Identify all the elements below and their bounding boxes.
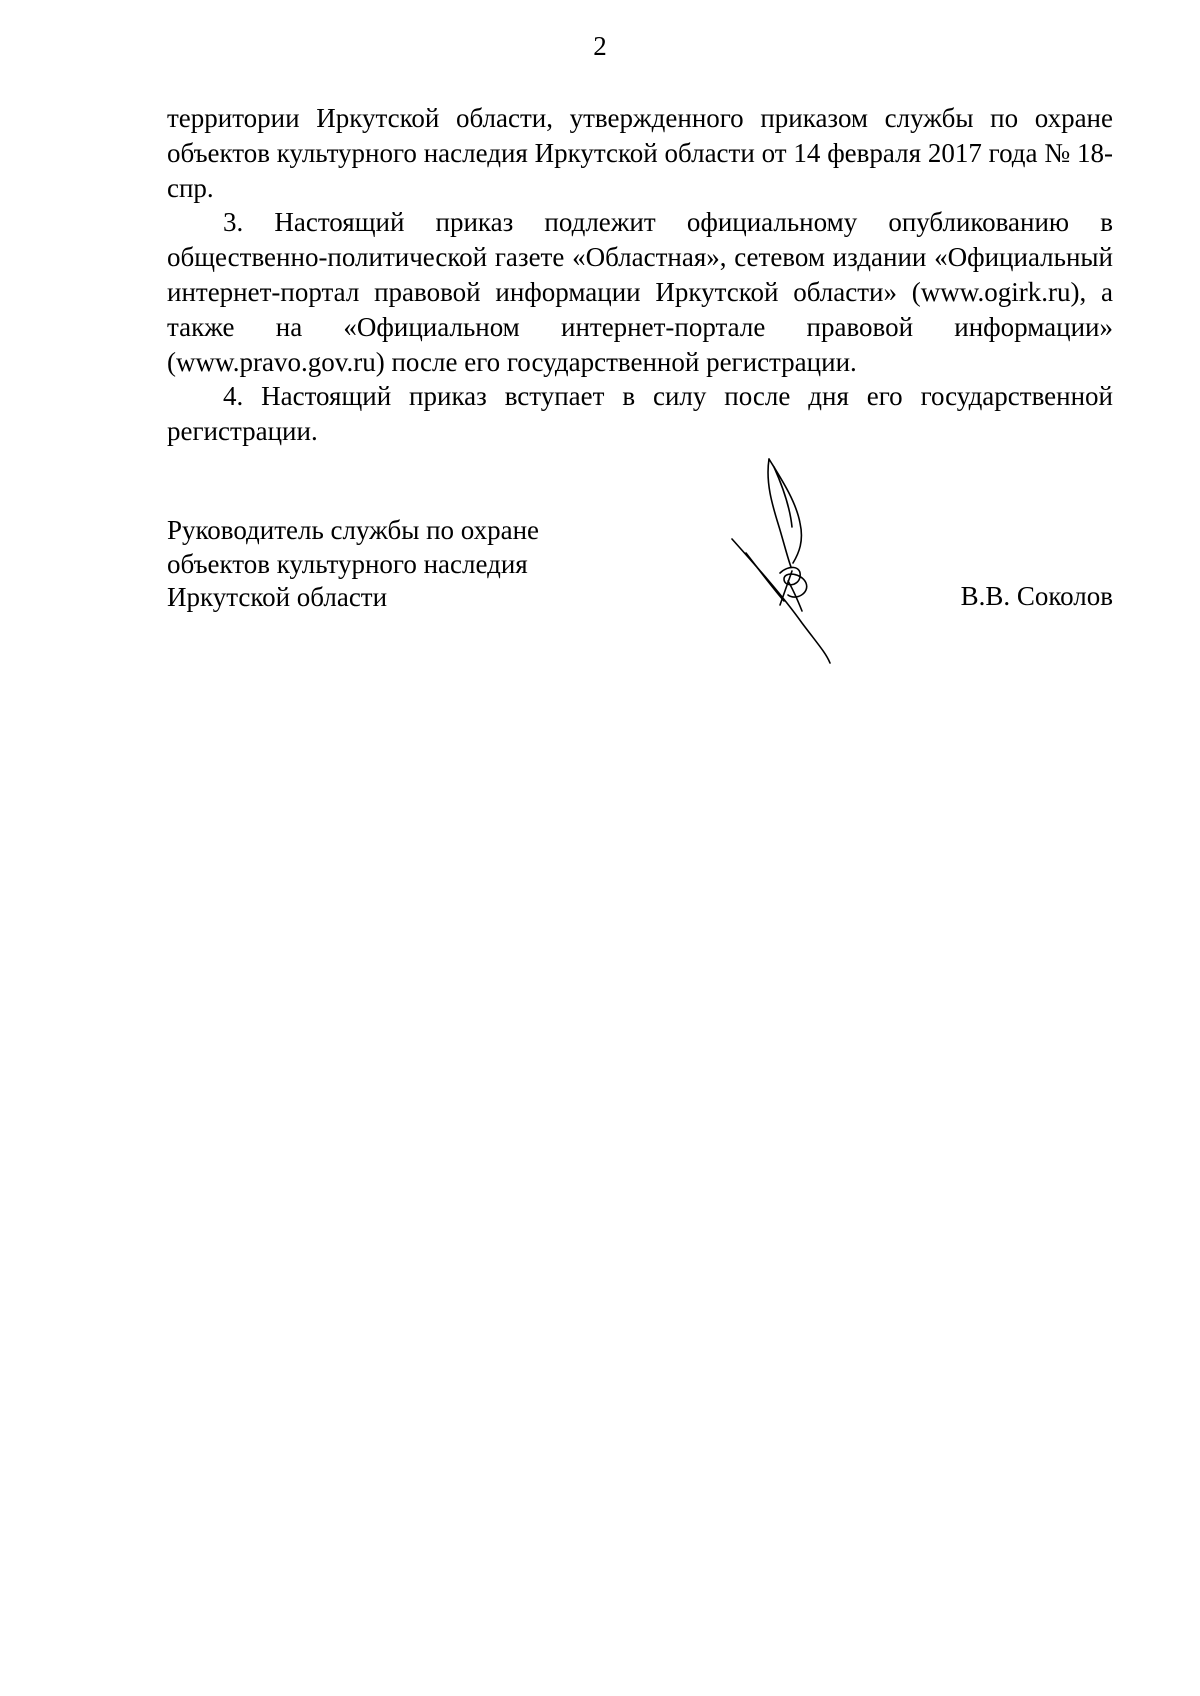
signatory-position [167, 514, 727, 615]
paragraph-item-3: 3. Настоящий приказ подлежит официальному опубликованию в общественно-политической газете «Областная», сетевом издании «Официальный интернет-портал правовой информации Иркутской области» (www.ogirk.ru), а также на «Официальном интернет-портале правовой информации» (www.pravo.gov.ru) после его государственной регистрации. [167, 207, 1113, 377]
signature-strokes [732, 459, 830, 663]
signatory-name: В.В. Соколов [960, 581, 1113, 611]
handwritten-signature [722, 455, 872, 665]
signatory-position-line: объектов культурного наследия [167, 548, 528, 579]
paragraph-continuation: территории Иркутской области, утвержденного приказом службы по охране объектов культурного наследия Иркутской области от 14 февраля 2017 года № 18-спр. [167, 103, 1113, 203]
page-number: 2 [593, 31, 607, 61]
signature-stroke [746, 553, 784, 601]
document-body [167, 101, 1113, 449]
signatory-position-line: Иркутской области [167, 582, 388, 612]
signatory-position-line: Руководитель службы по охране [167, 515, 540, 545]
paragraph-item-4: 4. Настоящий приказ вступает в силу после дня его государственной регистрации. [167, 381, 1113, 447]
